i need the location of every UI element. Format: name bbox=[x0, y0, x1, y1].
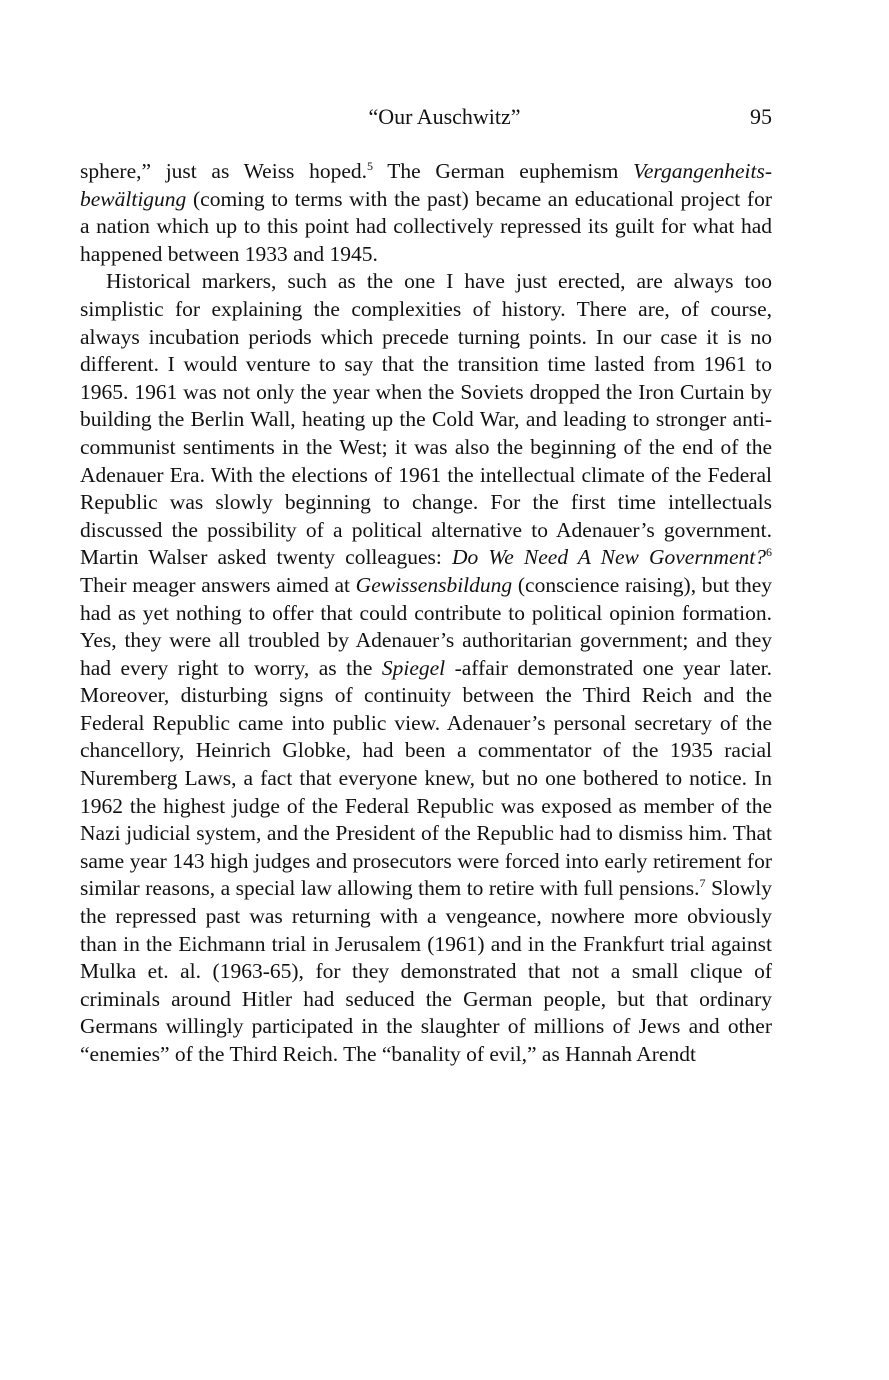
paragraph bbox=[80, 268, 772, 1068]
text-run: Historical markers, such as the one I have just erected, are always too simplistic for explaining the complexities of history. There are, of course, always incubation periods which precede turning points. In our case it is no different. I would venture to say that the transition time lasted from 1961 to 1965. 1961 was not only the year when the Soviets dropped the Iron Curtain by building the Berlin Wall, heating up the Cold War, and leading to stronger anti-communist sentiments in the West; it was also the beginning of the end of the Adenauer Era. With the elections of 1961 the intellectual climate of the Federal Republic was slowly beginning to change. For the first time intellectuals discussed the possibility of a political alternative to Adenauer’s government. Martin Walser asked twenty colleagues: bbox=[80, 269, 772, 570]
text-run: The German euphemism bbox=[373, 159, 634, 183]
italic-term: Do We Need A New Government? bbox=[451, 545, 766, 570]
page-number: 95 bbox=[750, 104, 772, 129]
text-run: (conscience raising), but they had as yet nothing to offer that could contribute to political opinion formation. Yes, they were all troubled by Adenauer’s authoritarian government; and they had every right to worry, as the bbox=[80, 572, 772, 680]
italic-term: Gewissensbildung bbox=[355, 572, 513, 597]
text-run: Slowly the repressed past was returning with a vengeance, nowhere more obviously than in the Eichmann trial in Jerusalem (1961) and in the Frankfurt trial against Mulka et. al. (1963-65), for they demonstrated that not a small clique of criminals around Hitler had seduced the German people, but that ordinary Germans willingly participated in the slaughter of millions of Jews and other “enemies” of the Third Reich. The “banality of evil,” as Hannah Arendt bbox=[80, 876, 772, 1066]
text-run: sphere,” just as Weiss hoped. bbox=[80, 159, 368, 183]
running-title: “Our Auschwitz” bbox=[368, 104, 521, 129]
text-run: (coming to terms with the past) became an educational project for a nation which up to this point had collectively repressed its guilt for what had happened between 1933 and 1945. bbox=[80, 186, 772, 266]
footnote-ref: 5 bbox=[367, 159, 374, 173]
footnote-ref: 7 bbox=[699, 876, 706, 891]
text-run: -affair demonstrated one year later. Moreover, disturbing signs of continuity between the Third Reich and the Federal Republic came into public view. Adenauer’s personal secretary of the chancellory, Heinrich Globke, had been a commentator of the 1935 racial Nuremberg Laws, a fact that everyone knew, but no one bothered to notice. In 1962 the highest judge of the Federal Republic was exposed as member of the Nazi judicial system, and the President of the Republic had to dismiss him. That same year 143 high judges and prosecutors were forced into early retirement for similar reasons, a special law allowing them to retire with full pensions. bbox=[80, 655, 772, 901]
italic-term: Spiegel bbox=[381, 655, 446, 680]
text-run: Their meager answers aimed at bbox=[80, 572, 356, 597]
body-text bbox=[80, 158, 772, 1069]
footnote-ref: 6 bbox=[765, 545, 772, 560]
italic-term: Vergangenheitsbewältigung bbox=[80, 159, 773, 211]
paragraph bbox=[80, 158, 772, 268]
